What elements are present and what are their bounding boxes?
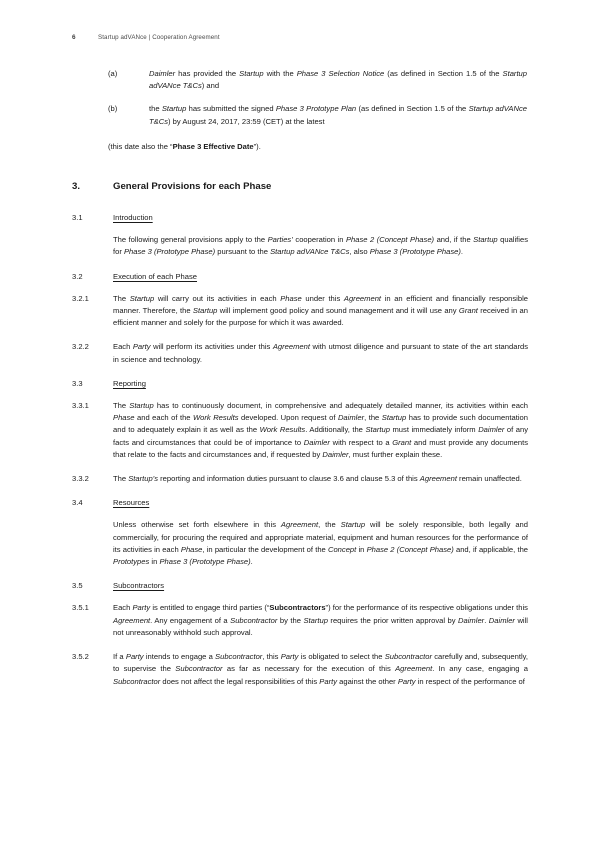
text-run: (as defined in Section 1.5 of the <box>384 69 503 78</box>
text-run: , this <box>262 652 281 662</box>
text-run: against the other <box>337 676 398 686</box>
clause-subheading <box>72 271 528 283</box>
emphasis-term: Daimler <box>149 69 176 78</box>
clause-number: 3.3.2 <box>72 474 89 484</box>
clause-subheading <box>72 212 528 224</box>
emphasis-term: Startup adVANce T&Cs <box>149 69 527 91</box>
list-item-text <box>149 68 528 92</box>
text-run: remain unaffected. <box>456 474 522 484</box>
clause-number: 3.4 <box>72 498 83 508</box>
text-run: and must provide any documents that relate to the facts and circumstances and, if requested by <box>113 437 528 459</box>
clause-subheading <box>72 497 528 509</box>
section-number: 3. <box>72 181 81 193</box>
emphasis-term: Phase <box>180 544 203 554</box>
text-run: ”) for the performance of its respective obligations under this <box>325 603 528 613</box>
emphasis-term: Startup <box>129 293 155 303</box>
emphasis-term: Agreement <box>113 615 151 625</box>
clause-subheading-text <box>113 378 528 390</box>
emphasis-term: Agreement <box>419 474 457 484</box>
emphasis-term: Subcontractor <box>175 664 223 674</box>
text-run: . Additionally, the <box>305 425 366 435</box>
emphasis-term: Startup <box>473 235 498 245</box>
text-run: Unless otherwise set forth elsewhere in this <box>113 520 281 530</box>
clause-number: 3.5.2 <box>72 652 89 662</box>
clause-number: 3.2.1 <box>72 293 89 303</box>
emphasis-term: Phase <box>113 413 135 423</box>
list-item-marker: (b) <box>108 104 118 114</box>
clause-paragraph <box>72 293 528 330</box>
text-run: . <box>460 247 463 257</box>
clause-text <box>113 341 528 365</box>
text-run: is obligated to select the <box>298 652 385 662</box>
emphasis-term: Agreement <box>343 293 382 303</box>
text-run: reporting and information duties pursuant to clause 3.6 and clause 5.3 of this <box>158 474 420 484</box>
text-run: carefully and, subsequently, to supervise the <box>113 652 528 674</box>
text-run: and each of the <box>134 413 193 423</box>
text-run: with utmost diligence and pursuant to state of the art standards in science and technology. <box>113 342 528 364</box>
text-run: will not unreasonably withhold such approval. <box>113 615 528 637</box>
clause-paragraph <box>72 602 528 639</box>
clause-text <box>113 234 528 258</box>
text-run: the <box>149 104 162 114</box>
list-item <box>72 103 528 127</box>
emphasis-term: Work Results <box>193 413 239 423</box>
emphasis-term: Prototypes <box>113 557 150 567</box>
emphasis-term: Daimler <box>488 615 515 625</box>
emphasis-term: Party <box>125 652 144 662</box>
clause-number: 3.2.2 <box>72 342 89 352</box>
running-header <box>72 34 544 41</box>
emphasis-term: Subcontractor <box>230 615 278 625</box>
emphasis-term: Agreement <box>395 664 433 674</box>
text-run: will perform its activities under this <box>150 342 273 352</box>
text-run: pursuant to the <box>215 247 271 257</box>
text-run: Introduction <box>113 213 153 223</box>
text-run: , in particular the development of the <box>202 544 328 554</box>
text-run: , the <box>318 520 341 530</box>
clause-subheading-text <box>113 580 528 592</box>
emphasis-term: Daimler <box>303 437 330 447</box>
clause-list <box>72 212 528 688</box>
text-run: , must further explain these. <box>348 449 443 459</box>
clause-text <box>113 651 528 688</box>
emphasis-term: Startup <box>381 413 407 423</box>
emphasis-term: Party <box>280 652 299 662</box>
section-heading <box>72 180 528 193</box>
text-run: in an efficient and financially responsible manner. Therefore, the <box>113 293 529 316</box>
emphasis-term: Agreement <box>280 520 319 530</box>
clause-subheading <box>72 580 528 592</box>
emphasis-term: Startup <box>340 520 366 530</box>
text-run: Resources <box>113 498 150 508</box>
text-run: (as defined in Section 1.5 of the <box>356 104 469 114</box>
text-run: has submitted the signed <box>186 104 276 114</box>
text-run: , the <box>364 413 382 423</box>
clause-subheading-text <box>113 497 528 509</box>
text-run: has to provide such documentation and to adequately explain it as well as the <box>113 413 528 435</box>
emphasis-term: Subcontractor <box>384 652 433 662</box>
text-run: The following general provisions apply to the <box>113 235 268 245</box>
page-number: 6 <box>72 34 76 41</box>
emphasis-term: Daimler <box>458 615 485 625</box>
text-run: and, if the <box>434 235 474 245</box>
emphasis-term: Phase 3 (Prototype Phase) <box>369 247 461 257</box>
emphasis-term: Grant <box>392 437 412 447</box>
clause-text <box>113 293 528 330</box>
document-title: Startup adVANce | Cooperation Agreement <box>98 34 220 41</box>
clause-number: 3.5 <box>72 581 83 591</box>
emphasis-term: Phase 3 (Prototype Phase) <box>159 557 251 567</box>
clause-subheading-text <box>113 212 528 224</box>
text-run: of any facts and circumstances that could be of importance to <box>113 425 529 447</box>
text-run: will be solely responsible, both legally and commercially, for procuring the required and appropriate material, equipment and human resources for the performance of its activities in each <box>113 520 528 554</box>
clause-paragraph <box>72 400 528 461</box>
text-run: ”). <box>253 141 261 151</box>
emphasis-term: Parties’ <box>267 235 293 245</box>
clause-number: 3.1 <box>72 213 83 223</box>
text-run: in <box>356 544 367 554</box>
text-run: Each <box>113 342 133 352</box>
text-run: will implement good policy and sound management and it will use any <box>217 306 459 316</box>
text-run: The <box>113 293 130 303</box>
emphasis-term: Startup’s <box>128 474 159 484</box>
intro-list <box>72 68 528 128</box>
emphasis-term: Party <box>397 676 416 686</box>
emphasis-term: Startup <box>161 104 187 114</box>
text-run: . In any case, engaging a <box>432 664 529 674</box>
text-run: . Any engagement of a <box>150 615 231 625</box>
text-run: as far as necessary for the execution of this <box>222 664 396 674</box>
clause-number <box>72 519 113 568</box>
defined-term: Subcontractors <box>269 603 326 613</box>
text-run: ) and <box>201 81 220 91</box>
text-run: with the <box>263 69 297 78</box>
clause-subheading-text <box>113 271 528 283</box>
emphasis-term: Startup adVANce T&Cs <box>270 247 350 257</box>
text-run: qualifies for <box>113 235 528 257</box>
text-run: Subcontractors <box>113 581 165 591</box>
text-run: under this <box>301 293 344 303</box>
emphasis-term: Agreement <box>272 342 310 352</box>
text-run: is entitled to engage third parties (“ <box>150 603 270 613</box>
emphasis-term: Startup <box>192 306 218 316</box>
text-run: . <box>250 557 253 567</box>
clause-text <box>113 519 528 568</box>
intro-list-closing <box>108 141 528 153</box>
emphasis-term: Party <box>132 342 151 352</box>
defined-term: Phase 3 Effective Date <box>172 141 254 151</box>
clause-subheading <box>72 378 528 390</box>
emphasis-term: Startup adVANce T&Cs <box>149 104 527 126</box>
text-run: ) by August 24, 2017, 23:59 (CET) at the latest <box>167 116 325 126</box>
page-content <box>72 68 528 700</box>
text-run: If a <box>113 652 126 662</box>
emphasis-term: Daimler <box>478 425 505 435</box>
text-run: Reporting <box>113 378 146 388</box>
clause-number: 3.2 <box>72 271 83 281</box>
list-item <box>72 68 528 92</box>
emphasis-term: Subcontractor <box>215 652 263 662</box>
text-run: has provided the <box>175 69 240 78</box>
text-run: in respect of the performance of <box>415 676 525 686</box>
emphasis-term: Party <box>319 676 338 686</box>
text-run: , also <box>349 247 370 257</box>
emphasis-term: Phase 2 (Concept Phase) <box>345 235 435 245</box>
clause-number: 3.5.1 <box>72 603 89 613</box>
emphasis-term: Startup <box>239 69 264 78</box>
clause-text <box>113 602 528 639</box>
list-item-marker: (a) <box>108 69 118 78</box>
clause-paragraph <box>72 651 528 688</box>
text-run: requires the prior written approval by <box>327 615 459 625</box>
text-run: Execution of each Phase <box>113 271 198 281</box>
emphasis-term: Startup <box>129 401 154 411</box>
text-run: intends to engage a <box>143 652 216 662</box>
text-run: and, if applicable, the <box>453 544 529 554</box>
emphasis-term: Phase 2 (Concept Phase) <box>366 544 454 554</box>
section-title: General Provisions for each Phase <box>113 181 272 193</box>
emphasis-term: Concept <box>327 544 357 554</box>
emphasis-term: Daimler <box>322 449 349 459</box>
emphasis-term: Phase <box>280 293 302 303</box>
clause-paragraph <box>72 234 528 258</box>
clause-paragraph <box>72 519 528 568</box>
text-run: has to continuously document, in comprehensive and adequately detailed manner, its activities within each <box>153 401 528 411</box>
clause-paragraph <box>72 473 528 485</box>
text-run: developed. Upon request of <box>238 413 338 423</box>
text-run: does not affect the legal responsibilities of this <box>160 676 320 686</box>
clause-number: 3.3 <box>72 378 83 388</box>
emphasis-term: Grant <box>458 306 478 316</box>
text-run: The <box>113 401 130 411</box>
emphasis-term: Phase 3 (Prototype Phase) <box>123 247 216 257</box>
text-run: . <box>484 615 489 625</box>
text-run: The <box>113 474 129 484</box>
emphasis-term: Subcontractor <box>113 676 161 686</box>
clause-text <box>113 473 528 485</box>
clause-paragraph <box>72 341 528 365</box>
clause-text <box>113 400 528 461</box>
text-run: cooperation in <box>292 235 346 245</box>
emphasis-term: Work Results <box>259 425 306 435</box>
text-run: Each <box>113 603 133 613</box>
text-run: will carry out its activities in each <box>154 293 281 303</box>
emphasis-term: Startup <box>365 425 390 435</box>
text-run: in <box>149 557 160 567</box>
clause-number: 3.3.1 <box>72 401 89 411</box>
emphasis-term: Daimler <box>337 413 365 423</box>
text-run: received in an efficient manner and solely for the purpose for which it was awarded. <box>113 306 529 328</box>
emphasis-term: Party <box>132 603 151 613</box>
clause-number <box>72 234 113 258</box>
text-run: (this date also the “ <box>108 141 173 151</box>
text-run: by the <box>277 615 304 625</box>
emphasis-term: Phase 3 Selection Notice <box>296 69 385 78</box>
emphasis-term: Startup <box>303 615 328 625</box>
list-item-text <box>149 103 528 127</box>
emphasis-term: Phase 3 Prototype Plan <box>275 104 357 114</box>
text-run: with respect to a <box>329 437 393 447</box>
text-run: must immediately inform <box>389 425 479 435</box>
